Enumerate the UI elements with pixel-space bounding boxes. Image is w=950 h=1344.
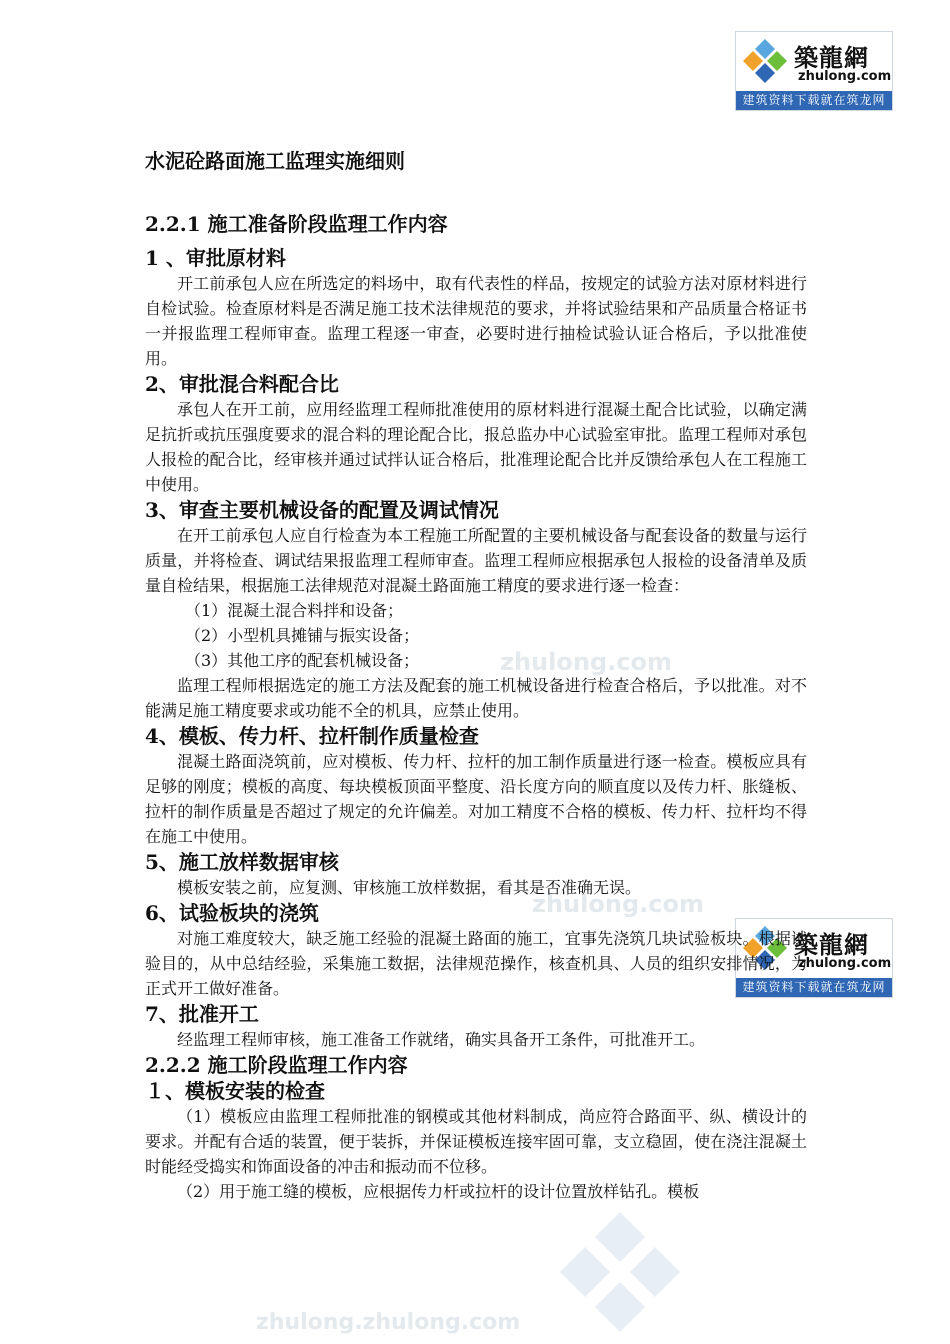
paragraph: （1）模板应由监理工程师批准的钢模或其他材料制成，尚应符合路面平、纵、横设计的要求。并配有合适的装置，便于装拆，并保证模板连接牢固可靠，支立稳固，使在浇注混凝土时能经受捣实和饰面设备的冲击和振动而不位移。 xyxy=(145,1107,807,1176)
logo-slogan: 建筑资料下载就在筑龙网 xyxy=(736,978,892,997)
subsection-heading: 3、审查主要机械设备的配置及调试情况 xyxy=(145,498,499,522)
logo-brand-cn: 築龍網 xyxy=(794,930,869,959)
paragraph: 混凝土路面浇筑前，应对模板、传力杆、拉杆的加工制作质量进行逐一检查。模板应具有足够的刚度；模板的高度、每块模板顶面平整度、沿长度方向的顺直度以及传力杆、胀缝板、拉杆的制作质量是否超过了规定的允许偏差。对加工精度不合格的模板、传力杆、拉杆均不得在施工中使用。 xyxy=(145,752,807,846)
paragraph: 监理工程师根据选定的施工方法及配套的施工机械设备进行检查合格后，予以批准。对不能满足施工精度要求或功能不全的机具，应禁止使用。 xyxy=(145,676,807,720)
paragraph: 模板安装之前，应复测、审核施工放样数据，看其是否准确无误。 xyxy=(177,878,642,897)
paragraph: 对施工难度较大，缺乏施工经验的混凝土路面的施工，宜事先浇筑几块试验板块。根据试验目的，从中总结经验，采集施工数据，法律规范操作，核查机具、人员的组织安排情况，为正式开工做好准备。 xyxy=(145,929,807,998)
document-body xyxy=(145,147,807,1204)
paragraph: 开工前承包人应在所选定的料场中，取有代表性的样品，按规定的试验方法对原材料进行自检试验。检查原材料是否满足施工技术法律规范的要求，并将试验结果和产品质量合格证书一并报监理工程师审查。监理工程逐一审查，必要时进行抽检试验认证合格后，予以批准使用。 xyxy=(145,274,807,368)
zhulong-diamond-icon xyxy=(742,38,788,84)
watermark-mid: zhulong.com xyxy=(500,648,672,676)
subsection-heading: 2、审批混合料配合比 xyxy=(145,372,339,396)
subsection-heading: 7、批准开工 xyxy=(145,1002,259,1026)
logo-brand-cn: 築龍網 xyxy=(794,43,869,72)
logo-brand-en: zhulong.com xyxy=(798,956,892,971)
document-blocks xyxy=(145,245,807,1204)
paragraph: 在开工前承包人应自行检查为本工程施工所配置的主要机械设备与配套设备的数量与运行质量，并将检查、调试结果报监理工程师审查。监理工程师应根据承包人报检的设备清单及质量自检结果，根据施工法律规范对混凝土路面施工精度的要求进行逐一检查： xyxy=(145,526,807,595)
watermark-diamond-icon xyxy=(555,1212,685,1332)
paragraph: （2）用于施工缝的模板，应根据传力杆或拉杆的设计位置放样钻孔。模板 xyxy=(177,1182,700,1201)
section-heading: 2.2.1 施工准备阶段监理工作内容 xyxy=(145,212,448,236)
list-item: （2）小型机具摊铺与振实设备； xyxy=(185,626,420,645)
paragraph: 承包人在开工前，应用经监理工程师批准使用的原材料进行混凝土配合比试验，以确定满足抗折或抗压强度要求的混合料的理论配合比，报总监办中心试验室审批。监理工程师对承包人报检的配合比，经审核并通过试拌认证合格后，批准理论配合比并反馈给承包人在工程施工中使用。 xyxy=(145,400,807,494)
subsection-heading: １、模板安装的检查 xyxy=(145,1079,325,1103)
subsection-heading: 1 、审批原材料 xyxy=(145,246,286,270)
subsection-heading: 2.2.2 施工阶段监理工作内容 xyxy=(145,1053,408,1077)
watermark-bottom: zhulong.zhulong.com xyxy=(256,1310,521,1335)
paragraph: 经监理工程师审核，施工准备工作就绪，确实具备开工条件，可批准开工。 xyxy=(177,1030,706,1049)
logo-slogan: 建筑资料下载就在筑龙网 xyxy=(736,91,892,110)
watermark-lower: zhulong.com xyxy=(532,890,704,918)
logo-brand-en: zhulong.com xyxy=(798,69,892,84)
document-title: 水泥砼路面施工监理实施细则 xyxy=(145,149,405,173)
list-item: （1）混凝土混合料拌和设备； xyxy=(185,601,404,620)
subsection-heading: 4、模板、传力杆、拉杆制作质量检查 xyxy=(145,724,479,748)
subsection-heading: 6、试验板块的浇筑 xyxy=(145,901,319,925)
zhulong-logo xyxy=(735,31,893,111)
subsection-heading: 5、施工放样数据审核 xyxy=(145,850,339,874)
list-item: （3）其他工序的配套机械设备； xyxy=(185,651,420,670)
